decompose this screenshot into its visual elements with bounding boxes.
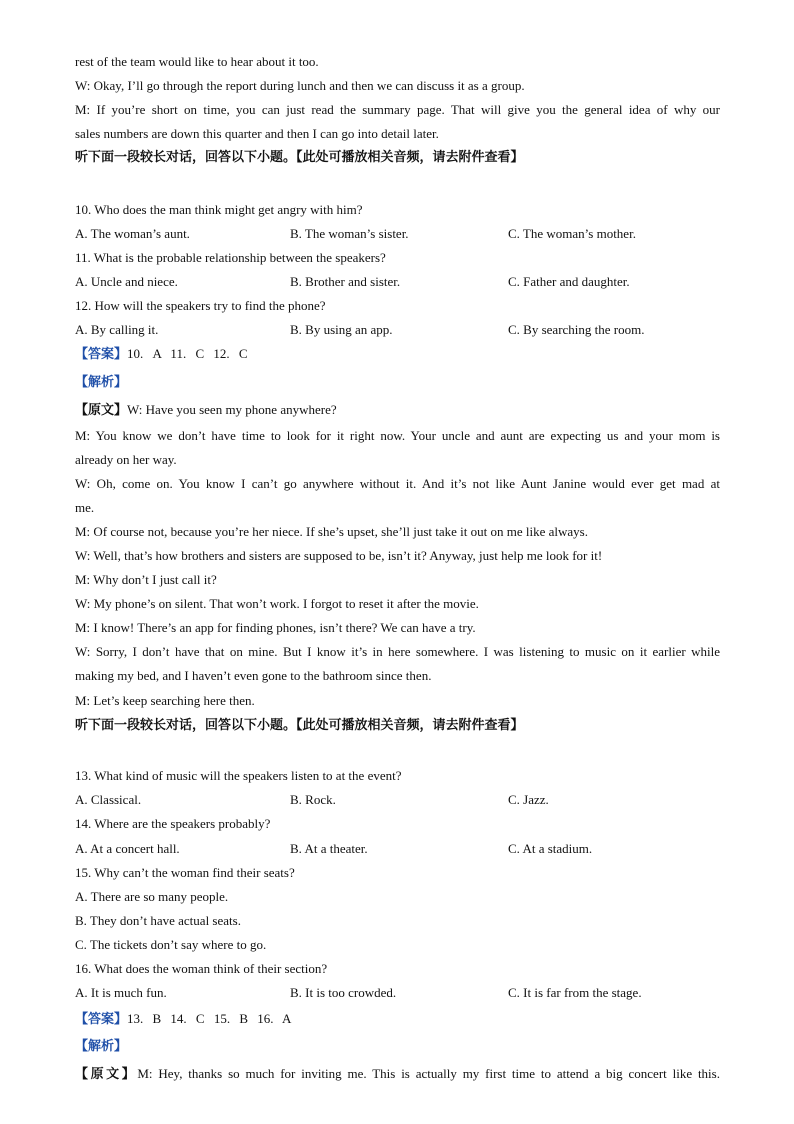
transcript-line: making my bed, and I haven’t even gone to the bathroom since then. (75, 668, 432, 683)
option-b: B. Rock. (290, 792, 336, 807)
option-a: A. The woman’s aunt. (75, 226, 190, 241)
transcript-line: W: Well, that’s how brothers and sisters are supposed to be, isn’t it? Anyway, just help me look for it! (75, 548, 603, 563)
question-15: 15. Why can’t the woman find their seats? (75, 865, 295, 880)
question-14: 14. Where are the speakers probably? (75, 816, 271, 831)
options-10 (75, 224, 720, 244)
answer-line (75, 1009, 720, 1030)
options-13 (75, 790, 720, 810)
option-b: B. Brother and sister. (290, 274, 401, 289)
transcript-line: M: Why don’t I just call it? (75, 572, 217, 587)
option-b: B. They don’t have actual seats. (75, 913, 241, 928)
transcript-line: M: I know! There’s an app for finding phones, isn’t there? We can have a try. (75, 620, 476, 635)
transcript-line: W: My phone’s on silent. That won’t work. I forgot to reset it after the movie. (75, 596, 479, 611)
transcript-tag: 【原文】 (75, 1067, 138, 1082)
option-a: A. By calling it. (75, 322, 159, 337)
question-12: 12. How will the speakers try to find the phone? (75, 298, 326, 313)
transcript-line: 【原文】M: Hey, thanks so much for inviting me. This is actually my first time to attend a big concert like this. (75, 1066, 720, 1082)
answer-tag: 【答案】 (75, 347, 128, 362)
question-16: 16. What does the woman think of their section? (75, 961, 328, 976)
answer-text: 10. A 11. C 12. C (127, 346, 248, 361)
option-c: C. Father and daughter. (508, 274, 630, 289)
option-a: A. Classical. (75, 792, 142, 807)
analysis-line (75, 372, 720, 393)
option-a: A. Uncle and niece. (75, 274, 178, 289)
option-b: B. It is too crowded. (290, 985, 397, 1000)
option-c: C. The woman’s mother. (508, 226, 636, 241)
transcript-line: already on her way. (75, 452, 177, 467)
transcript-line: M: Let’s keep searching here then. (75, 693, 255, 708)
option-b: B. The woman’s sister. (290, 226, 409, 241)
option-c: C. At a stadium. (508, 841, 593, 856)
answer-line (75, 344, 720, 365)
section-heading: 听下面一段较长对话，回答以下小题。【此处可播放相关音频，请去附件查看】 (75, 718, 524, 733)
analysis-tag: 【解析】 (75, 1039, 128, 1054)
question-11: 11. What is the probable relationship between the speakers? (75, 250, 386, 265)
transcript-line: M: You know we don’t have time to look for it right now. Your uncle and aunt are expecting us and your mom is (75, 428, 720, 443)
options-16 (75, 983, 720, 1003)
option-c: C. Jazz. (508, 792, 549, 807)
transcript-line: me. (75, 500, 95, 515)
answer-text: 13. B 14. C 15. B 16. A (127, 1011, 292, 1026)
options-12 (75, 320, 720, 340)
option-c: C. By searching the room. (508, 322, 645, 337)
options-14 (75, 839, 720, 859)
option-a: A. There are so many people. (75, 889, 229, 904)
text-line: M: If you’re short on time, you can just read the summary page. That will give you the general idea of why our (75, 102, 720, 117)
option-b: B. By using an app. (290, 322, 393, 337)
option-b: B. At a theater. (290, 841, 368, 856)
text-line: W: Okay, I’ll go through the report during lunch and then we can discuss it as a group. (75, 78, 525, 93)
transcript-tag: 【原文】 (75, 403, 128, 418)
analysis-tag: 【解析】 (75, 375, 128, 390)
transcript-line: M: Of course not, because you’re her niece. If she’s upset, she’ll just take it out on me like always. (75, 524, 588, 539)
option-a: A. At a concert hall. (75, 841, 180, 856)
analysis-line (75, 1036, 720, 1057)
option-c: C. The tickets don’t say where to go. (75, 937, 267, 952)
transcript-line: W: Sorry, I don’t have that on mine. But I know it’s in here somewhere. I was listening to music on it earlier while (75, 644, 720, 659)
question-13: 13. What kind of music will the speakers listen to at the event? (75, 768, 402, 783)
options-11 (75, 272, 720, 292)
text-line: sales numbers are down this quarter and then I can go into detail later. (75, 126, 439, 141)
transcript-line: W: Oh, come on. You know I can’t go anywhere without it. And it’s not like Aunt Janine would ever get mad at (75, 476, 720, 491)
option-c: C. It is far from the stage. (508, 985, 642, 1000)
text-line: rest of the team would like to hear about it too. (75, 54, 319, 69)
question-10: 10. Who does the man think might get angry with him? (75, 202, 363, 217)
option-a: A. It is much fun. (75, 985, 167, 1000)
answer-tag: 【答案】 (75, 1012, 128, 1027)
transcript-line: 【原文】W: Have you seen my phone anywhere? (75, 402, 337, 418)
section-heading: 听下面一段较长对话，回答以下小题。【此处可播放相关音频，请去附件查看】 (75, 150, 524, 165)
